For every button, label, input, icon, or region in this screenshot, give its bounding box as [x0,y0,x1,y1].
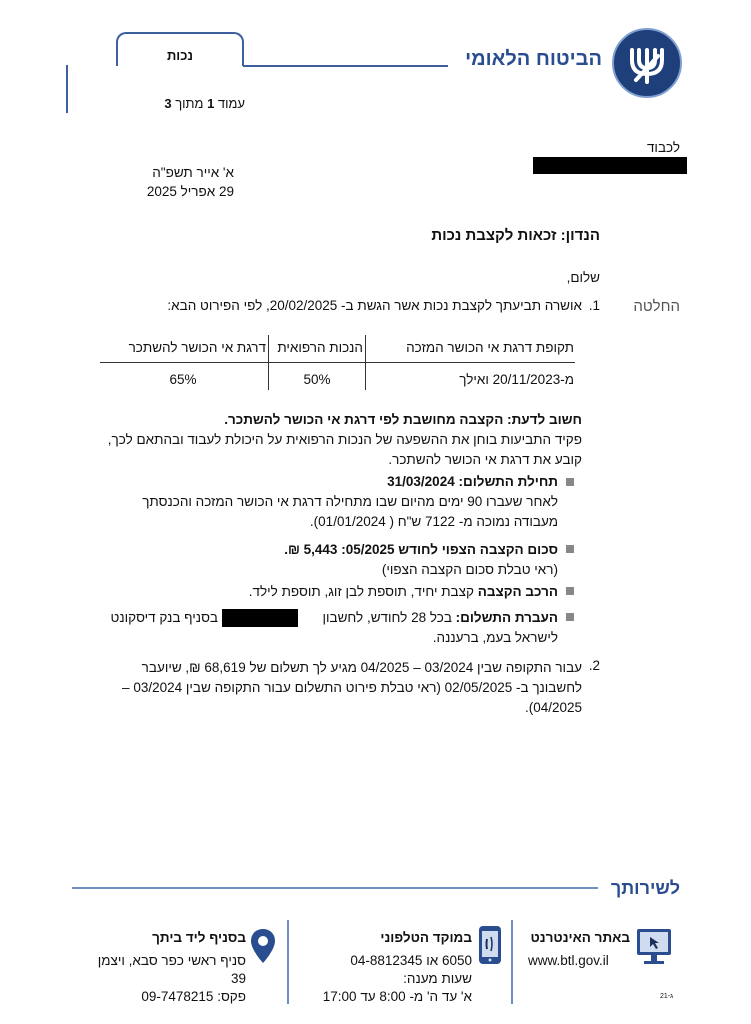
bullet-marker [566,587,574,595]
computer-icon [636,927,672,967]
department-tab-label: נכות [166,48,194,63]
table-cell-period: מ-20/11/2023 ואילך [459,372,574,387]
phone-hours-label: שעות מענה: [403,971,472,986]
item2-line3: 04/2025). [524,700,582,715]
page-number [95,96,245,111]
form-code: 21-ג [660,993,674,1000]
decision-label: החלטה [633,298,680,315]
footer-divider [72,887,598,889]
item2-number: 2. [588,658,600,673]
redacted-account [222,609,298,627]
start-line2: מעבודה נמוכה מ- 7122 ש"ח ( 01/01/2024). [309,514,558,529]
branch-heading: בסניף ליד ביתך [152,930,246,945]
footer-title: לשירותך [610,878,680,898]
table-col-sep-2 [268,335,269,390]
item1-text: אושרה תביעתך לקצבת נכות אשר הגשת ב- 20/02/2025, לפי הפירוט הבא: [167,298,582,313]
branch-address-2: 39 [230,971,246,986]
location-pin-icon [250,928,276,964]
bullet-start [100,472,558,532]
bullet-marker [566,545,574,553]
subject-line: הנדון: זכאות לקצבת נכות [431,227,600,244]
transfer-line2: לישראל בעמ, ברעננה. [432,630,558,645]
bullet-marker [566,613,574,621]
header-divider [243,65,448,67]
bullet-composition [100,582,558,602]
start-title: תחילת התשלום: 31/03/2024 [387,474,558,489]
table-header-period: תקופת דרגת אי הכושר המזכה [406,340,574,355]
item2-text [76,658,582,718]
date-hebrew: א' אייר תשפ"ה [152,165,234,180]
page-prefix: עמוד [214,96,245,111]
tab-side-line [66,65,68,113]
redacted-recipient [533,157,687,174]
greeting: שלום, [566,270,600,285]
page-mid: מתוך [171,96,208,111]
btl-logo [612,28,682,98]
menorah-icon [614,30,680,96]
composition-title: הרכב הקצבה [477,584,558,599]
internet-heading: באתר האינטרנט [530,930,630,945]
expected-title: סכום הקצבה הצפוי לחודש 05/2025: 5,443 ₪. [284,542,558,557]
bullet-marker [566,478,574,486]
item2-line2: לחשבונך ב- 02/05/2025 (ראי טבלת פירוט התשלום עבור התקופה שבין 03/2024 – [122,680,582,695]
phone-numbers: 6050 או 04-8812345 [350,953,472,968]
start-line1: לאחר שעברו 90 ימים מהיום שבו מתחילה דרגת אי הכושר המזכה והכנסתך [142,494,558,509]
item1-number: 1. [588,298,600,313]
transfer-line1-right [300,608,558,628]
composition-text: קצבת יחיד, תוספת לבן זוג, תוספת לילד. [248,584,478,599]
table-header-medical: הנכות הרפואית [277,340,363,355]
org-name: הביטוח הלאומי [465,48,602,70]
notice-bold: חשוב לדעת: הקצבה מחושבת לפי דרגת אי הכושר להשתכר. [224,412,582,427]
item2-line1: עבור התקופה שבין 03/2024 – 04/2025 מגיע לך תשלום של 68,619 ₪, שיועבר [141,660,582,675]
table-col-sep-1 [365,335,366,390]
table-header-incapacity: דרגת אי הכושר להשתכר [128,340,266,355]
notice-block [80,410,582,470]
phone-icon [478,925,502,965]
notice-line1: פקיד התביעות בוחן את ההשפעה של הנכות הרפואית על היכולת לעבוד ובהתאם לכך, [107,432,582,447]
footer-separator [287,920,289,1004]
phone-hours: א' עד ה' מ- 8:00 עד 17:00 [322,989,472,1004]
table-header-rule [100,362,575,363]
table-cell-medical: 50% [303,372,331,387]
date-gregorian: 29 אפריל 2025 [146,184,234,199]
letter-date [100,163,234,201]
recipient-label: לכבוד [646,140,680,155]
expected-note: (ראי טבלת סכום הקצבה הצפוי) [381,562,558,577]
page-current: 1 [207,96,215,111]
phone-heading: במוקד הטלפוני [380,930,472,945]
transfer-text1: בכל 28 לחודש, לחשבון [322,610,456,625]
notice-line2: קובע את דרגת אי הכושר להשתכר. [388,452,582,467]
transfer-title: העברת התשלום: [455,610,558,625]
transfer-text2: בסניף בנק דיסקונט [110,610,218,625]
page-total: 3 [164,96,172,111]
internet-url[interactable]: www.btl.gov.il [528,953,609,968]
bullet-expected [100,540,558,580]
table-cell-incapacity: 65% [169,372,197,387]
branch-address-1: סניף ראשי כפר סבא, ויצמן [97,953,246,968]
branch-fax: פקס: 09-7478215 [141,989,246,1004]
footer-separator [511,920,513,1004]
